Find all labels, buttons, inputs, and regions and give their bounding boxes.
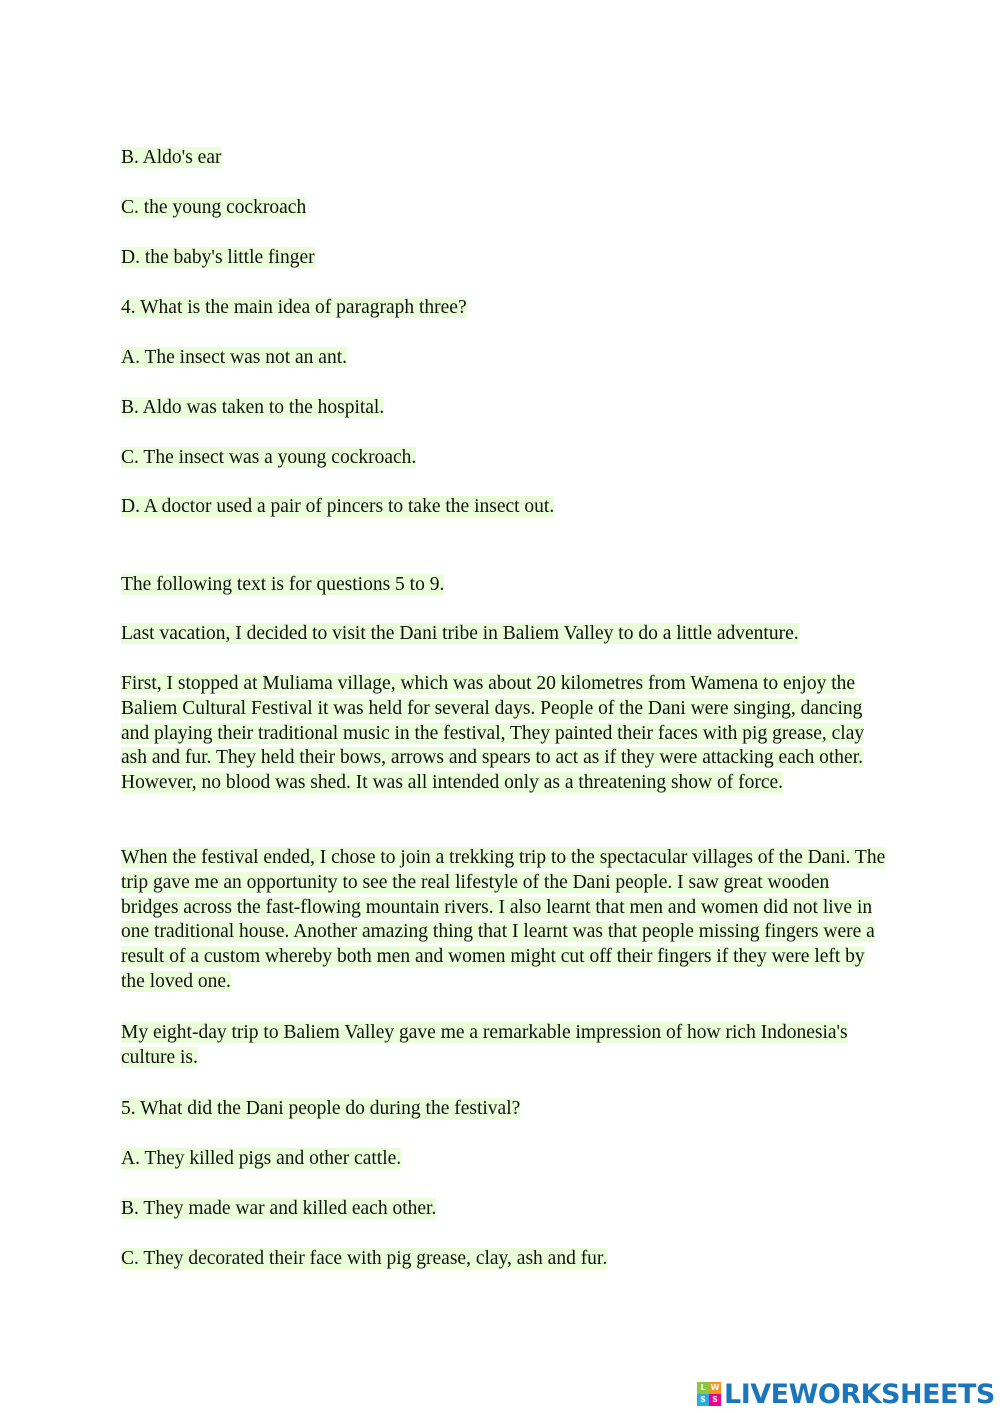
question5-option-b: B. They made war and killed each other. <box>121 1198 437 1219</box>
brand-name: LIVEWORKSHEETS <box>724 1378 995 1410</box>
question4-prompt: 4. What is the main idea of paragraph three? <box>121 297 467 318</box>
question5-prompt: 5. What did the Dani people do during the festival? <box>121 1098 521 1119</box>
question3-option-d: D. the baby's little finger <box>121 247 315 268</box>
reading-paragraph-3: When the festival ended, I chose to join a trekking trip to the spectacular villages of the Dani. The trip gave me an opportunity to see the real lifestyle of the Dani people. I saw great wooden bridges across the fast-flowing mountain rivers. I also learnt that men and women did not live in one traditional house. Another amazing thing that I learnt was that people missing fingers were a result of a custom whereby both men and women might cut off their fingers if they were left by the loved one. <box>121 847 886 992</box>
question5-option-a: A. They killed pigs and other cattle. <box>121 1148 402 1169</box>
reading-intro: The following text is for questions 5 to 9. <box>121 574 445 595</box>
question3-option-c: C. the young cockroach <box>121 197 307 218</box>
question4-option-c: C. The insect was a young cockroach. <box>121 447 417 468</box>
reading-paragraph-2: First, I stopped at Muliama village, which was about 20 kilometres from Wamena to enjoy the Baliem Cultural Festival it was held for several days. People of the Dani were singing, dancing and playing their traditional music in the festival, They painted their faces with pig grease, clay ash and fur. They held their bows, arrows and spears to act as if they were attacking each other. However, no blood was shed. It was all intended only as a threatening show of force. <box>121 673 865 794</box>
question5-option-c: C. They decorated their face with pig grease, clay, ash and fur. <box>121 1248 608 1269</box>
question4-option-b: B. Aldo was taken to the hospital. <box>121 397 385 418</box>
question4-option-d: D. A doctor used a pair of pincers to take the insect out. <box>121 496 555 517</box>
question4-option-a: A. The insect was not an ant. <box>121 347 348 368</box>
question3-option-b: B. Aldo's ear <box>121 147 222 168</box>
liveworksheets-logo[interactable] <box>697 1378 995 1410</box>
reading-paragraph-1: Last vacation, I decided to visit the Dani tribe in Baliem Valley to do a little adventure. <box>121 623 799 644</box>
liveworksheets-mark-icon: L W S S <box>697 1382 721 1406</box>
reading-paragraph-4: My eight-day trip to Baliem Valley gave me a remarkable impression of how rich Indonesia's culture is. <box>121 1022 848 1068</box>
